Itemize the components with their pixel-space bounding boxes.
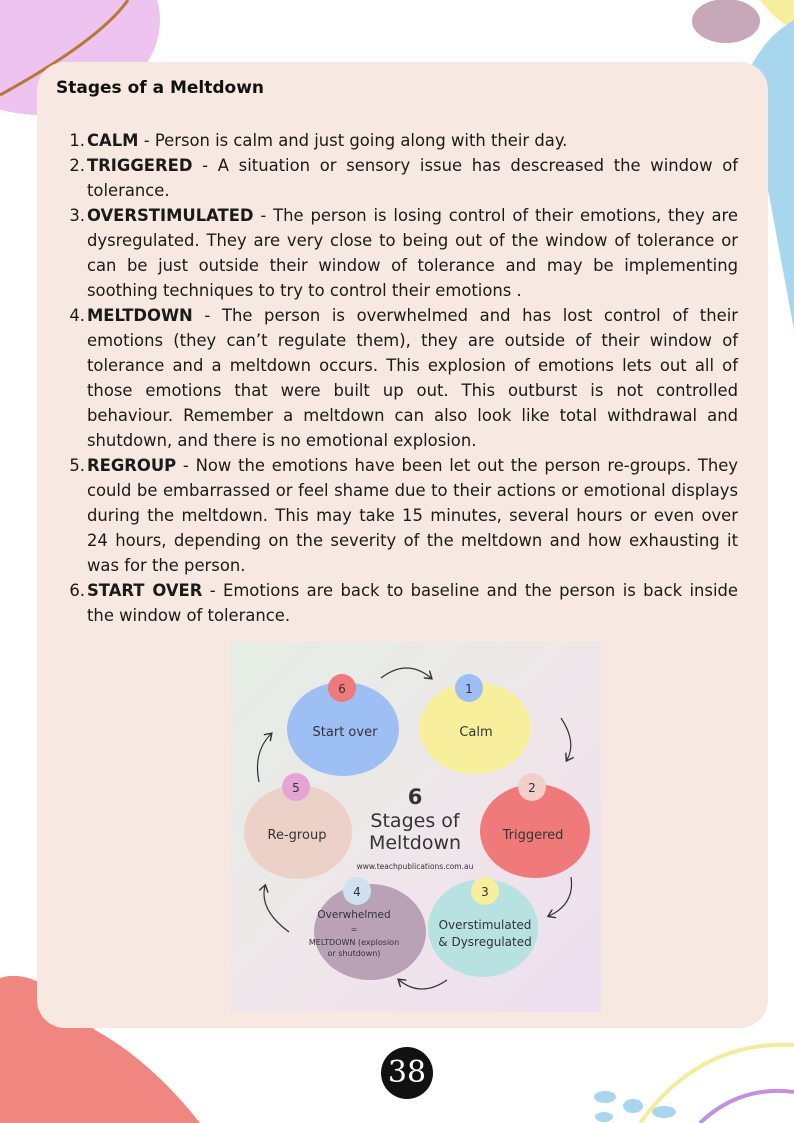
stage-term: MELTDOWN <box>87 306 193 325</box>
stage-description: - The person is losing control of their emotions, they are dysregulated. They are very close to being out of the window of tolerance or can be just outside their window of tolerance and may be implementing soothing techniques to try to control their emotions . <box>87 206 738 300</box>
stage-3-line2: & Dysregulated <box>438 935 532 949</box>
stage-4-blob <box>314 884 426 980</box>
diagram-url: www.teachpublications.com.au <box>356 862 474 871</box>
stage-4-line4: or shutdown) <box>327 949 381 958</box>
stage-2-label: Triggered <box>502 828 564 843</box>
diagram-title-number: 6 <box>407 785 423 809</box>
stages-list <box>56 128 738 628</box>
stage-5-number: 5 <box>292 781 300 795</box>
blue-dot-2 <box>623 1099 643 1113</box>
blue-dot-1 <box>594 1091 616 1103</box>
stage-term: REGROUP <box>87 456 177 475</box>
stage-5-label: Re-group <box>267 828 327 843</box>
stage-description: - The person is overwhelmed and has lost control of their emotions (they can’t regulate them), they are outside of their window of tolerance and a meltdown occurs. This explosion of emotions lets out all of those emotions that were built up out. This outburst is not controlled behaviour. Remember a meltdown can also look like total withdrawal and shutdown, and there is no emotional explosion. <box>87 306 738 450</box>
stage-description: - Emotions are back to baseline and the person is back inside the window of tolerance. <box>87 581 738 625</box>
stage-term: CALM <box>87 131 139 150</box>
stage-1-number: 1 <box>465 682 473 696</box>
list-item <box>56 128 738 153</box>
page-number-badge <box>381 1047 433 1099</box>
list-number: 6. <box>69 581 85 600</box>
stage-term: START OVER <box>87 581 203 600</box>
stage-description: - Now the emotions have been let out the person re-groups. They could be embarrassed or feel shame due to their actions or emotional displays during the meltdown. This may take 15 minutes, several hours or even over 24 hours, depending on the severity of the meltdown and how exhausting it was for the person. <box>87 456 738 575</box>
stage-2-number: 2 <box>528 781 536 795</box>
page-heading: Stages of a Meltdown <box>56 78 265 98</box>
stage-3-line1: Overstimulated <box>438 918 532 932</box>
blue-dot-4 <box>595 1112 613 1122</box>
diagram-title-line2: Meltdown <box>368 832 462 854</box>
blue-dot-3 <box>652 1106 676 1118</box>
meltdown-cycle-diagram <box>231 642 601 1012</box>
diagram-title-line1: Stages of <box>370 810 460 832</box>
list-number: 1. <box>69 131 85 150</box>
list-item <box>56 153 738 203</box>
stage-1-label: Calm <box>459 725 493 740</box>
list-item <box>56 203 738 303</box>
stage-term: OVERSTIMULATED <box>87 206 254 225</box>
list-item <box>56 453 738 578</box>
stage-4-number: 4 <box>353 885 361 899</box>
stage-6-label: Start over <box>312 725 378 740</box>
page-number: 38 <box>387 1055 427 1090</box>
mauve-oval-top-right <box>692 0 760 43</box>
lilac-arc-bottom-right <box>700 1091 794 1123</box>
stage-description: - A situation or sensory issue has descreased the window of tolerance. <box>87 156 738 200</box>
list-item <box>56 578 738 628</box>
list-number: 3. <box>69 206 85 225</box>
stage-4-line3: MELTDOWN (explosion <box>308 938 400 947</box>
list-item <box>56 303 738 453</box>
stage-6-number: 6 <box>338 682 346 696</box>
stage-4-line1: Overwhelmed <box>317 909 391 921</box>
list-number: 2. <box>69 156 85 175</box>
stage-term: TRIGGERED <box>87 156 193 175</box>
list-number: 4. <box>69 306 85 325</box>
stage-description: - Person is calm and just going along with their day. <box>138 131 568 150</box>
list-number: 5. <box>69 456 85 475</box>
stage-4-line2: = <box>350 925 358 934</box>
stage-3-number: 3 <box>481 885 489 899</box>
